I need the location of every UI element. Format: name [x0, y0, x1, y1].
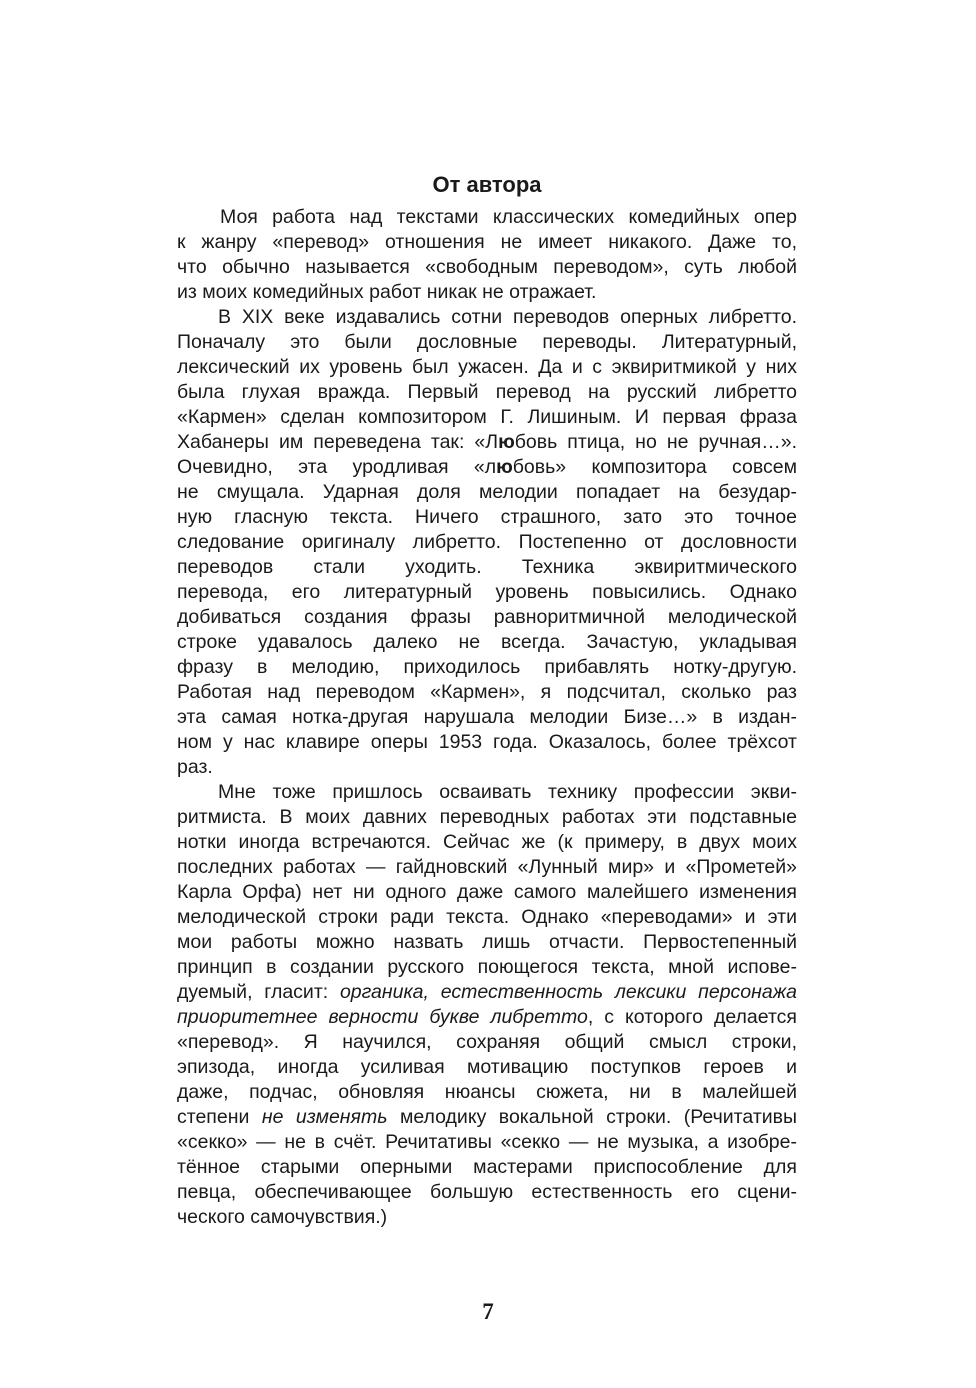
- text-segment: Очевидно, эта уродливая «л: [177, 456, 497, 478]
- text-line: ритмиста. В моих давних переводных работах эти подставные: [177, 806, 797, 828]
- text-line: ческого самочувствия.): [177, 1206, 388, 1228]
- text-line: [177, 1005, 797, 1030]
- text-line: переводов стали уходить. Техника эквиритмического: [177, 556, 797, 578]
- text-segment: , с которого делается: [587, 1006, 797, 1028]
- text-line: мелодической строки ради текста. Однако «переводами» и эти: [177, 906, 797, 928]
- text-line: мои работы можно назвать лишь отчасти. Первостепенный: [177, 931, 797, 953]
- text-line: нотки иногда встречаются. Сейчас же (к примеру, в двух моих: [177, 831, 797, 853]
- italic-segment: приоритетнее верности букве либретто: [177, 1006, 588, 1028]
- text-line: Мне тоже пришлось осваивать технику профессии экви-: [218, 781, 797, 803]
- text-line: раз.: [177, 756, 213, 778]
- text-line: перевода, его литературный уровень повысились. Однако: [177, 581, 797, 603]
- text-line: тённое старыми оперными мастерами приспособление для: [177, 1156, 797, 1178]
- text-line: [177, 980, 797, 1005]
- text-line: Моя работа над текстами классических комедийных опер: [220, 206, 797, 228]
- text-line: следование оригиналу либретто. Постепенно от дословности: [177, 531, 797, 553]
- text-line: [177, 1105, 797, 1130]
- stressed-letter: ю: [496, 456, 513, 478]
- text-segment: степени: [177, 1106, 262, 1128]
- text-segment: дуемый, гласит:: [177, 981, 340, 1003]
- text-line: певца, обеспечивающее большую естественность его сцени-: [177, 1181, 797, 1203]
- text-line: не смущала. Ударная доля мелодии попадает на безудар-: [177, 481, 797, 503]
- text-line: последних работах — гайдновский «Лунный мир» и «Прометей»: [177, 856, 797, 878]
- body-text: [177, 205, 797, 1230]
- text-line: даже, подчас, обновляя нюансы сюжета, ни в малейшей: [177, 1081, 797, 1103]
- text-line: принцип в создании русского поющегося текста, мной испове-: [177, 956, 797, 978]
- text-line: фразу в мелодию, приходилось прибавлять нотку-другую.: [177, 656, 797, 678]
- text-line: [177, 455, 797, 480]
- text-line: к жанру «перевод» отношения не имеет никакого. Даже то,: [177, 231, 797, 253]
- text-line: Карла Орфа) нет ни одного даже самого малейшего изменения: [177, 881, 797, 903]
- text-line: Работая над переводом «Кармен», я подсчитал, сколько раз: [177, 681, 797, 703]
- text-line: эта самая нотка-другая нарушала мелодии Бизе…» в издан-: [177, 706, 797, 728]
- stressed-letter: ю: [498, 431, 515, 453]
- text-line: «секко» — не в счёт. Речитативы «секко — не музыка, а изобре-: [177, 1131, 797, 1153]
- page-number: 7: [482, 1299, 494, 1324]
- text-segment: мелодику вокальной строки. (Речитативы: [387, 1106, 798, 1128]
- text-line: что обычно называется «свободным переводом», суть любой: [177, 256, 797, 278]
- text-line: из моих комедийных работ никак не отражает.: [177, 281, 597, 303]
- text-line: В XIX веке издавались сотни переводов оперных либретто.: [218, 306, 797, 328]
- text-line: строке удавалось далеко не всегда. Зачастую, укладывая: [177, 631, 797, 653]
- text-line: лексический их уровень был ужасен. Да и с эквиритмикой у них: [177, 356, 797, 378]
- text-line: «перевод». Я научился, сохраняя общий смысл строки,: [177, 1031, 797, 1053]
- text-line: «Кармен» сделан композитором Г. Лишиным. И первая фраза: [177, 406, 797, 428]
- text-line: [177, 430, 797, 455]
- italic-segment: органика, естественность лексики персонажа: [339, 981, 797, 1003]
- italic-segment: не изменять: [261, 1106, 388, 1128]
- text-line: Поначалу это были дословные переводы. Литературный,: [177, 331, 797, 353]
- text-line: добиваться создания фразы равноритмичной мелодической: [177, 606, 797, 628]
- text-line: эпизода, иногда усиливая мотивацию поступков героев и: [177, 1056, 797, 1078]
- text-segment: бовь» композитора совсем: [512, 456, 797, 478]
- text-segment: Хабанеры им переведена так: «Л: [177, 431, 499, 453]
- text-line: ном у нас клавире оперы 1953 года. Оказалось, более трёхсот: [177, 731, 797, 753]
- text-line: ную гласную текста. Ничего страшного, зато это точное: [177, 506, 797, 528]
- chapter-title: От автора: [432, 172, 542, 197]
- text-line: была глухая вражда. Первый перевод на русский либретто: [177, 381, 797, 403]
- text-segment: бовь птица, но не ручная…».: [514, 431, 797, 453]
